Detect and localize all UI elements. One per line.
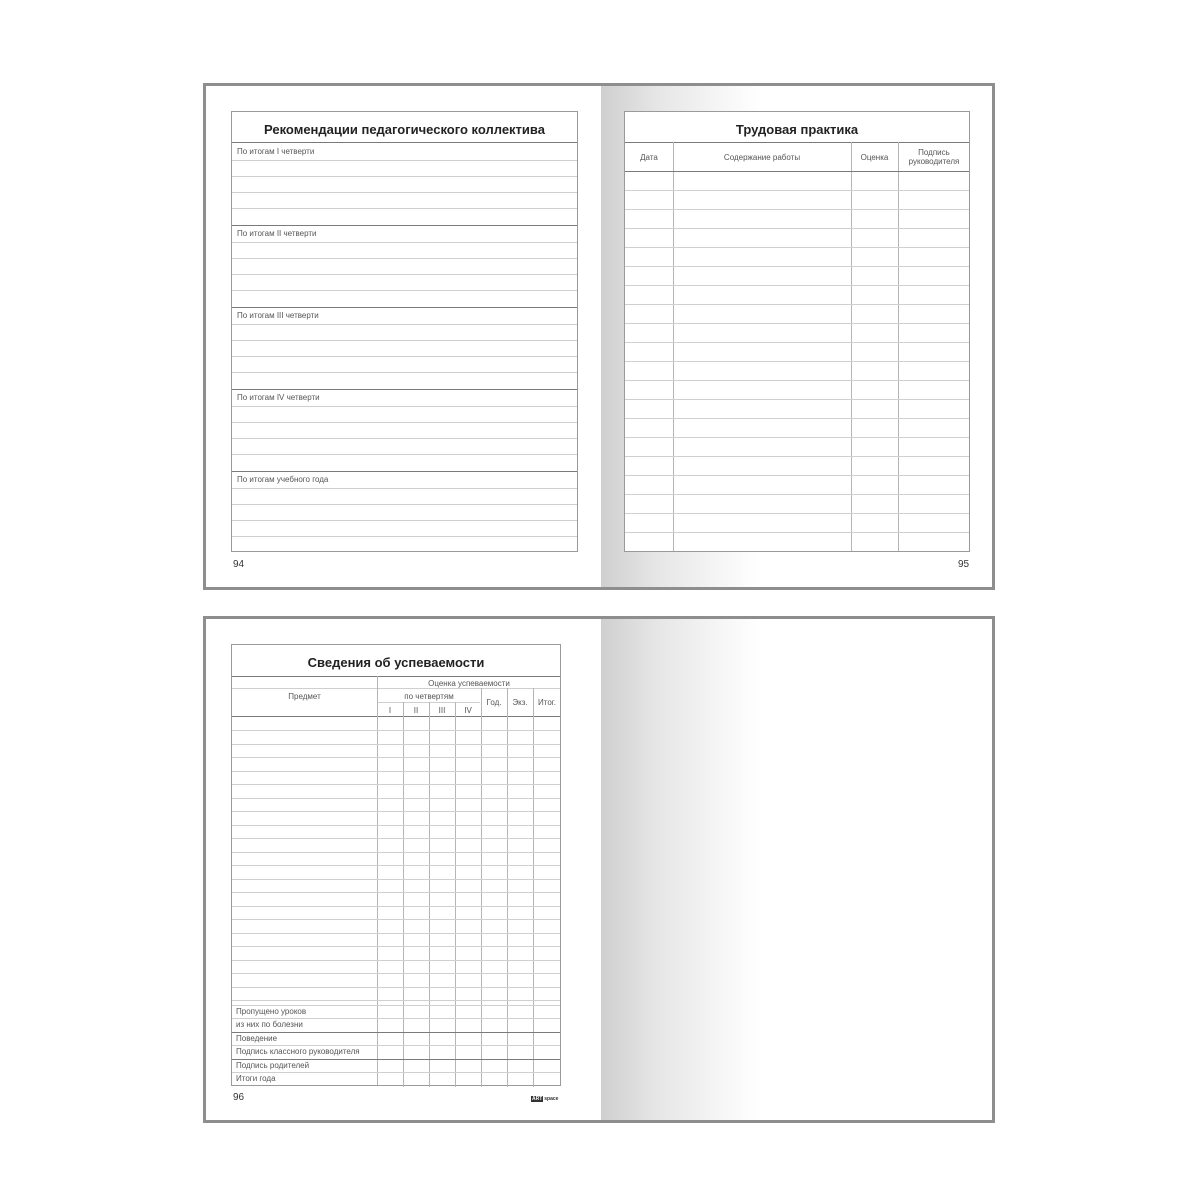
rule-line xyxy=(232,838,560,839)
section-label: По итогам II четверти xyxy=(237,229,317,238)
rule-line xyxy=(232,290,577,291)
rule-line xyxy=(232,372,577,373)
page-title: Трудовая практика xyxy=(735,122,859,137)
rule-line xyxy=(625,266,969,267)
rule-line xyxy=(232,1032,560,1033)
rule-line xyxy=(625,513,969,514)
footer-row-label: Поведение xyxy=(236,1034,278,1043)
publisher-logo: ART space xyxy=(532,1096,559,1102)
rule-line xyxy=(232,946,560,947)
column-header-signature: Подпись руководителя xyxy=(908,148,960,166)
rule-line xyxy=(625,418,969,419)
rule-line xyxy=(625,361,969,362)
book-gutter xyxy=(601,619,761,1120)
rule-line xyxy=(232,176,577,177)
final-grade-header: Итог. xyxy=(538,698,556,707)
rule-line xyxy=(232,919,560,920)
rule-line xyxy=(232,242,577,243)
quarter-i: I xyxy=(388,706,392,715)
spread-94-95 xyxy=(203,83,995,590)
rule-line xyxy=(232,324,577,325)
rule-line xyxy=(232,192,577,193)
rule-line xyxy=(625,380,969,381)
quarters-header: по четвертям xyxy=(404,692,454,701)
rule-line xyxy=(232,520,577,521)
rule-line xyxy=(232,1000,560,1001)
rule-line xyxy=(625,342,969,343)
column-line xyxy=(533,688,534,1087)
rule-line xyxy=(232,225,577,226)
rule-line xyxy=(232,771,560,772)
column-header-content: Содержание работы xyxy=(723,153,801,162)
rule-line xyxy=(232,730,560,731)
section-label: По итогам учебного года xyxy=(237,475,329,484)
column-line xyxy=(455,702,456,1087)
rule-line xyxy=(232,811,560,812)
column-line xyxy=(507,688,508,1087)
footer-row-label: Подпись классного руководителя xyxy=(236,1047,360,1056)
rule-line xyxy=(232,987,560,988)
rule-line xyxy=(625,304,969,305)
recommendations-frame xyxy=(231,111,578,552)
rule-line xyxy=(232,688,560,689)
rule-line xyxy=(625,190,969,191)
rule-line xyxy=(625,228,969,229)
rule-line xyxy=(232,852,560,853)
section-label: По итогам IV четверти xyxy=(237,393,320,402)
rule-line xyxy=(232,1059,560,1060)
rule-line xyxy=(625,247,969,248)
rule-line xyxy=(232,504,577,505)
rule-line xyxy=(232,716,560,717)
rule-line xyxy=(232,798,560,799)
column-line xyxy=(429,702,430,1087)
column-header-date: Дата xyxy=(640,153,658,162)
rule-line xyxy=(232,1005,560,1006)
footer-row-label: Подпись родителей xyxy=(236,1061,310,1070)
rule-line xyxy=(232,160,577,161)
quarter-ii: II xyxy=(413,706,419,715)
rule-line xyxy=(232,865,560,866)
rule-line xyxy=(232,356,577,357)
rule-line xyxy=(232,757,560,758)
rule-line xyxy=(232,784,560,785)
rule-line xyxy=(232,960,560,961)
academic-performance-frame xyxy=(231,644,561,1086)
page-number: 96 xyxy=(233,1092,245,1103)
rule-line xyxy=(232,340,577,341)
rule-line xyxy=(232,389,577,390)
rule-line xyxy=(232,438,577,439)
rule-line xyxy=(232,471,577,472)
page-title: Рекомендации педагогического коллектива xyxy=(264,122,545,137)
column-header-grade: Оценка xyxy=(860,153,889,162)
rule-line xyxy=(232,454,577,455)
rule-line xyxy=(232,406,577,407)
rule-line xyxy=(625,209,969,210)
quarter-iii: III xyxy=(438,706,446,715)
spread-96 xyxy=(203,616,995,1123)
column-line xyxy=(481,688,482,1087)
section-label: По итогам I четверти xyxy=(237,147,315,156)
rule-line xyxy=(232,1018,560,1019)
rule-line xyxy=(232,274,577,275)
rule-line xyxy=(232,208,577,209)
rule-line xyxy=(232,825,560,826)
rule-line xyxy=(232,488,577,489)
section-label: По итогам III четверти xyxy=(237,311,319,320)
rule-line xyxy=(232,892,560,893)
page-title: Сведения об успеваемости xyxy=(307,655,485,670)
rule-line xyxy=(625,285,969,286)
rule-line xyxy=(625,475,969,476)
rule-line xyxy=(232,1072,560,1073)
work-practice-frame xyxy=(624,111,970,552)
page-number: 94 xyxy=(233,559,245,570)
rule-line xyxy=(232,1045,560,1046)
rule-line xyxy=(625,399,969,400)
quarter-iv: IV xyxy=(464,706,472,715)
rule-line xyxy=(232,744,560,745)
exam-grade-header: Экз. xyxy=(512,698,528,707)
footer-row-label: из них по болезни xyxy=(236,1020,303,1029)
column-line xyxy=(377,676,378,1085)
rule-line xyxy=(625,437,969,438)
page-number: 95 xyxy=(958,559,970,570)
rule-line xyxy=(625,323,969,324)
column-line xyxy=(403,702,404,1087)
footer-row-label: Итоги года xyxy=(236,1074,276,1083)
rule-line xyxy=(232,933,560,934)
rule-line xyxy=(625,456,969,457)
rule-line xyxy=(625,532,969,533)
grade-header: Оценка успеваемости xyxy=(428,679,510,688)
rule-line xyxy=(232,973,560,974)
rule-line xyxy=(232,536,577,537)
rule-line xyxy=(625,494,969,495)
subject-header: Предмет xyxy=(288,692,321,701)
rule-line xyxy=(232,906,560,907)
rule-line xyxy=(232,422,577,423)
rule-line xyxy=(232,879,560,880)
rule-line xyxy=(232,307,577,308)
footer-row-label: Пропущено уроков xyxy=(236,1007,307,1016)
rule-line xyxy=(232,258,577,259)
year-grade-header: Год. xyxy=(486,698,502,707)
